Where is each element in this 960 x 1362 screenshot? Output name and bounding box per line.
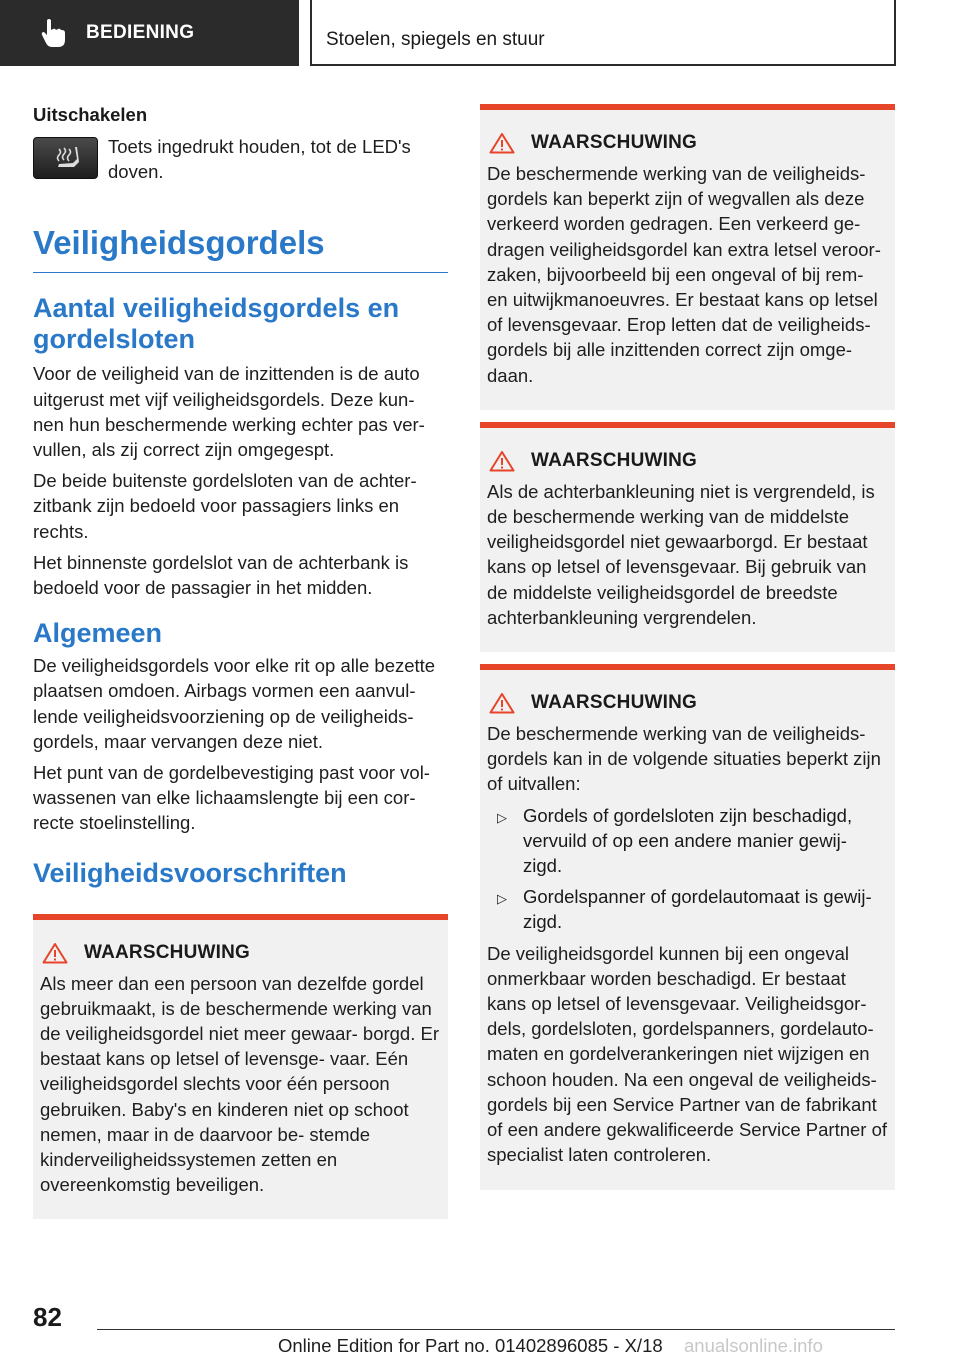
warning-box [480, 422, 895, 652]
warning-title: WAARSCHUWING [531, 692, 697, 714]
paragraph: Voor de veiligheid van de inzittenden is de auto uitgerust met vijf veiligheidsgordels. Deze kun- nen hun beschermende werking echter pas ver- vullen, als zij correct zijn omgegespt. [33, 363, 425, 461]
section-heading-count: Aantal veiligheidsgordels en gordelsloten [33, 293, 400, 355]
page-number: 82 [33, 1302, 62, 1332]
seat-heating-key-icon [33, 137, 98, 179]
warning-intro: De beschermende werking van de veiligheids- gordels kan in de volgende situaties beperkt zijn of uitvallen: [487, 723, 881, 795]
warning-header [487, 450, 888, 472]
footer-divider [97, 1329, 895, 1330]
warning-header [487, 692, 888, 714]
chapter-title: Stoelen, spiegels en stuur [326, 29, 545, 50]
warning-text: Als meer dan een persoon van dezelfde gordel gebruikmaakt, is de beschermende werking van de veiligheidsgordel niet meer gewaar- borgd. Er bestaat kans op letsel of levensge- vaar. Eén veiligheidsgordel slechts voor één persoon gebruiken. Baby's en kinderen niet op schoot nemen, maar in de daarvoor be- stemde kinderveiligheidssystemen zetten en overeenkomstig beveiligen. [40, 972, 439, 1196]
warning-outro: De veiligheidsgordel kunnen bij een ongeval onmerkbaar worden beschadigd. Er bestaat kans op letsel of levensgevaar. Veiligheidsgor- dels, gordelsloten, gordelspanners, gordelauto- maten en gordelverankeringen niet wijzigen en schoon houden. Na een ongeval de veiligheids- gordels bij een Service Partner van de fabrikant of een andere gekwalificeerde Service Partner of specialist laten controleren. [487, 942, 888, 1166]
page-title: Veiligheidsgordels [33, 224, 448, 273]
hand-pointer-icon [40, 18, 66, 48]
triangle-bullet-icon: ▷ [497, 809, 507, 825]
edition-text: Online Edition for Part no. 01402896085 - X/18 [278, 1335, 663, 1356]
chapter-header [310, 0, 896, 66]
warning-box [480, 664, 895, 1189]
section-tab[interactable] [0, 0, 299, 66]
warning-header [487, 132, 888, 154]
list-item-text: Gordels of gordelsloten zijn beschadigd, vervuild of op een andere manier gewij- zigd. [523, 804, 853, 877]
section-label: BEDIENING [86, 22, 195, 43]
watermark: anualsonline.info [684, 1335, 823, 1356]
warning-triangle-icon [489, 132, 515, 154]
list-item [487, 884, 888, 934]
warning-title: WAARSCHUWING [531, 132, 697, 153]
warning-box [480, 104, 895, 410]
left-column [33, 100, 448, 1219]
warning-text: De beschermende werking van de veiligheids- gordels kan beperkt zijn of wegvallen als deze verkeerd worden gedragen. Een verkeerd ge- dragen veiligheidsgordel kan extra letsel veroor- zaken, bijvoorbeeld bij een ongeval of bij rem- en uitwijkmanoeuvres. Er bestaat kans op letsel of levensgevaar. Erop letten dat de veiligheids- gordels bij alle inzittenden correct zijn omge- daan. [487, 163, 881, 386]
paragraph: De beide buitenste gordelsloten van de achter- zitbank zijn bedoeld voor passagiers links en rechts. [33, 470, 417, 542]
off-heading: Uitschakelen [33, 104, 148, 125]
warning-box [33, 914, 448, 1220]
section-heading-general: Algemeen [33, 618, 163, 649]
warning-text: Als de achterbankleuning niet is vergrendeld, is de beschermende werking van de middelste veiligheidsgordel niet gewaarborgd. Er bestaat kans op letsel of levensgevaar. Bij gebruik van de middelste veiligheidsgordel de breedste achterbankleuning vergrendelen. [487, 480, 875, 628]
off-instruction [33, 134, 448, 184]
paragraph: Het binnenste gordelslot van de achterbank is bedoeld voor de passagier in het midden. [33, 551, 409, 599]
warning-title: WAARSCHUWING [84, 941, 250, 963]
triangle-bullet-icon: ▷ [497, 891, 507, 907]
warning-header [40, 942, 441, 964]
warning-title: WAARSCHUWING [531, 449, 697, 471]
warning-list [487, 803, 888, 935]
off-text: Toets ingedrukt houden, tot de LED's doven. [108, 136, 411, 183]
right-column [480, 104, 895, 1190]
warning-triangle-icon [489, 692, 515, 714]
section-heading-safety: Veiligheidsvoorschriften [33, 857, 347, 888]
warning-triangle-icon [42, 942, 68, 964]
paragraph: Het punt van de gordelbevestiging past voor vol- wassenen van elke lichaamslengte bij een cor- recte stoelinstelling. [33, 762, 430, 834]
list-item [487, 803, 888, 879]
list-item-text: Gordelspanner of gordelautomaat is gewij- zigd. [523, 886, 872, 933]
paragraph: De veiligheidsgordels voor elke rit op alle bezette plaatsen omdoen. Airbags vormen een aanvul- lende veiligheidsvoorziening op de veiligheids- gordels, maar vervangen deze niet. [33, 655, 436, 752]
warning-triangle-icon [489, 450, 515, 472]
